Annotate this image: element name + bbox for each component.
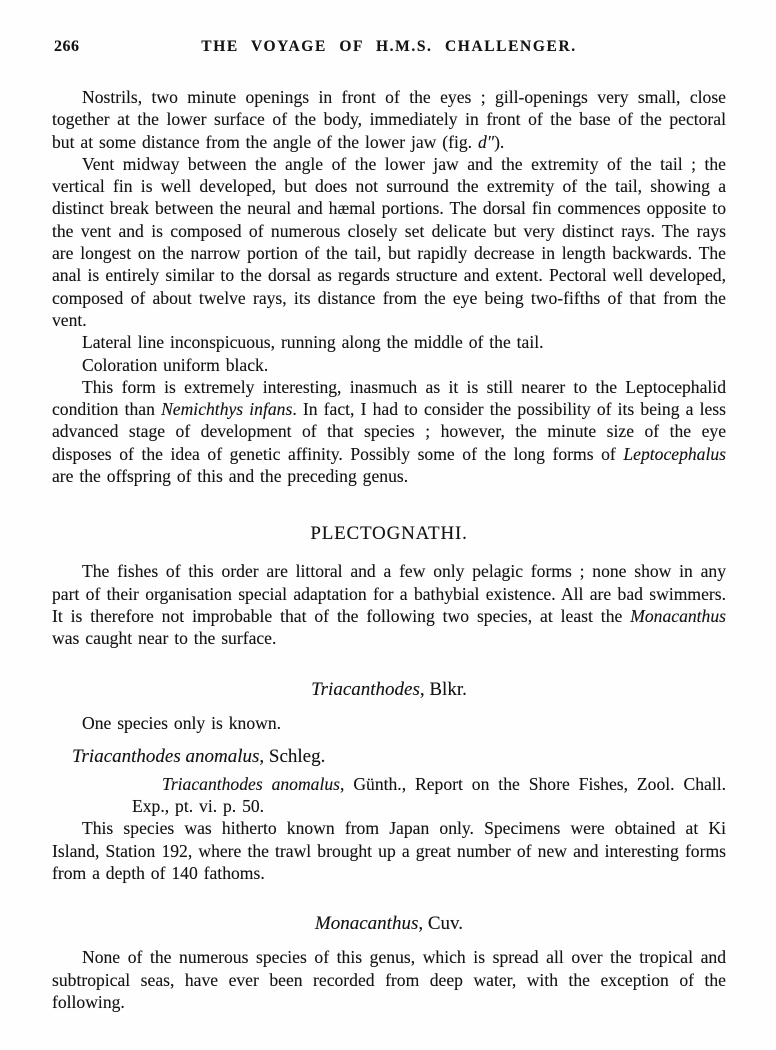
paragraph-nostrils: Nostrils, two minute openings in front of the eyes ; gill-openings very small, close together at the lower surface of the body, immediately in front of the base of the pectoral but at some distance from the angle of the lower jaw (fig. d″). — [52, 87, 726, 152]
running-header — [52, 38, 726, 60]
page-number: 266 — [54, 38, 80, 55]
species-heading-triacanthodes-anomalus: Triacanthodes anomalus, Schleg. — [72, 745, 326, 767]
paragraph-monacanthus-distribution: None of the numerous species of this genus, which is spread all over the tropical and subtropical seas, have ever been recorded from deep water, with the exception of the following. — [52, 947, 726, 1012]
genus-heading-monacanthus: Monacanthus, Cuv. — [314, 913, 464, 935]
genus-heading-triacanthodes: Triacanthodes, Blkr. — [311, 678, 467, 700]
paragraph-one-species: One species only is known. — [82, 712, 282, 733]
paragraph-leptocephalid-affinity: This form is extremely interesting, inasmuch as it is still nearer to the Leptocephalid condition than Nemichthys infans. In fact, I had to consider the possibility of its being a less advanced stage of development of that species ; however, the minute size of the eye disposes of the idea of genetic affinity. Possibly some of the long forms of Leptocephalus are the offspring of this and the preceding genus. — [52, 376, 727, 487]
paragraph-vent-dorsal-anal: Vent midway between the angle of the lower jaw and the extremity of the tail ; the vertical fin is well developed, but does not surround the extremity of the tail, showing a distinct break between the neural and hæmal portions. The dorsal fin commences opposite to the vent and is composed of numerous closely set delicate but very distinct rays. The rays are longest on the narrow portion of the tail, but rapidly decrease in length backwards. The anal is entirely similar to the dorsal as regards structure and extent. Pectoral well developed, composed of about twelve rays, its distance from the eye being two-fifths of that from the vent. — [52, 153, 726, 330]
section-heading-plectognathi: PLECTOGNATHI. — [310, 523, 468, 545]
page-body — [52, 86, 726, 1013]
citation-triacanthodes-anomalus: Triacanthodes anomalus, Günth., Report on the Shore Fishes, Zool. Chall. Exp., pt. vi. p. 50. — [132, 773, 726, 817]
paragraph-plectognathi-intro: The fishes of this order are littoral and a few only pelagic forms ; none show in any part of their organisation special adaptation for a bathybial existence. All are bad swimmers. It is therefore not improbable that of the following two species, at least the Monacanthus was caught near to the surface. — [52, 561, 726, 649]
paragraph-coloration: Coloration uniform black. — [82, 354, 269, 375]
paragraph-lateral-line: Lateral line inconspicuous, running along the middle of the tail. — [82, 332, 544, 353]
running-title: THE VOYAGE OF H.M.S. CHALLENGER. — [201, 38, 577, 55]
paragraph-japan-specimens: This species was hitherto known from Japan only. Specimens were obtained at Ki Island, Station 192, where the trawl brought up a great number of new and interesting forms from a depth of 140 fathoms. — [52, 818, 726, 884]
